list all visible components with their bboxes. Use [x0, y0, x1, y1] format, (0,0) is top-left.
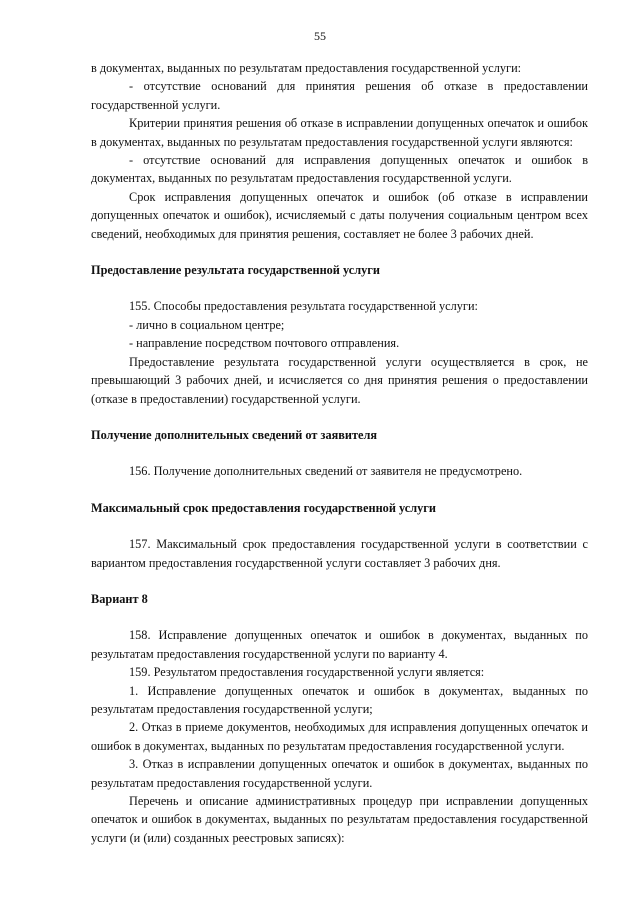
paragraph: 158. Исправление допущенных опечаток и ошибок в документах, выданных по результатам предоставления государственной услуги по варианту 4. — [91, 628, 588, 661]
paragraph: 157. Максимальный срок предоставления государственной услуги в соответствии с вариантом предоставления государственной услуги составляет 3 рабочих дня. — [91, 537, 588, 570]
list-item: - направление посредством почтового отправления. — [129, 336, 400, 351]
paragraph: 156. Получение дополнительных сведений от заявителя не предусмотрено. — [129, 464, 523, 479]
section-heading: Получение дополнительных сведений от заявителя — [91, 427, 378, 442]
paragraph: 155. Способы предоставления результата государственной услуги: — [129, 299, 478, 314]
paragraph: Перечень и описание административных процедур при исправлении допущенных опечаток и ошибок в документах, выданных по результатам предоставления государственной услуги (и (или) созданных реестровых записях): — [91, 794, 588, 845]
paragraph: - отсутствие оснований для исправления допущенных опечаток и ошибок в документах, выданных по результатам предоставления государственной услуги. — [91, 153, 588, 186]
paragraph: 159. Результатом предоставления государственной услуги является: — [129, 665, 485, 680]
list-item: 3. Отказ в исправлении допущенных опечаток и ошибок в документах, выданных по результатам предоставления государственной услуги. — [91, 757, 588, 790]
paragraph: Срок исправления допущенных опечаток и ошибок (об отказе в исправлении допущенных опечаток и ошибок), исчисляемый с даты получения социальным центром всех сведений, необходимых для принятия решения, составляет не более 3 рабочих дней. — [91, 189, 588, 241]
list-item: 1. Исправление допущенных опечаток и ошибок в документах, выданных по результатам предоставления государственной услуги; — [91, 683, 588, 716]
page-number: 55 — [314, 29, 326, 43]
section-heading: Максимальный срок предоставления государственной услуги — [91, 500, 436, 515]
paragraph: Критерии принятия решения об отказе в исправлении допущенных опечаток и ошибок в документах, выданных по результатам предоставления государственной услуги являются: — [91, 116, 588, 149]
paragraph: Предоставление результата государственной услуги осуществляется в срок, не превышающий 3 рабочих дней, и исчисляется со дня принятия решения о предоставлении (отказе в предоставлении) государственной услуги. — [91, 354, 588, 406]
paragraph: в документах, выданных по результатам предоставления государственной услуги: — [91, 61, 522, 75]
variant-heading: Вариант 8 — [91, 591, 148, 606]
paragraph: - отсутствие оснований для принятия решения об отказе в предоставлении государственной услуги. — [91, 79, 588, 112]
section-heading: Предоставление результата государственной услуги — [91, 263, 380, 278]
list-item: 2. Отказ в приеме документов, необходимых для исправления допущенных опечаток и ошибок в документах, выданных по результатам предоставления государственной услуги. — [91, 720, 588, 753]
list-item: - лично в социальном центре; — [129, 317, 285, 332]
document-body — [91, 59, 588, 847]
